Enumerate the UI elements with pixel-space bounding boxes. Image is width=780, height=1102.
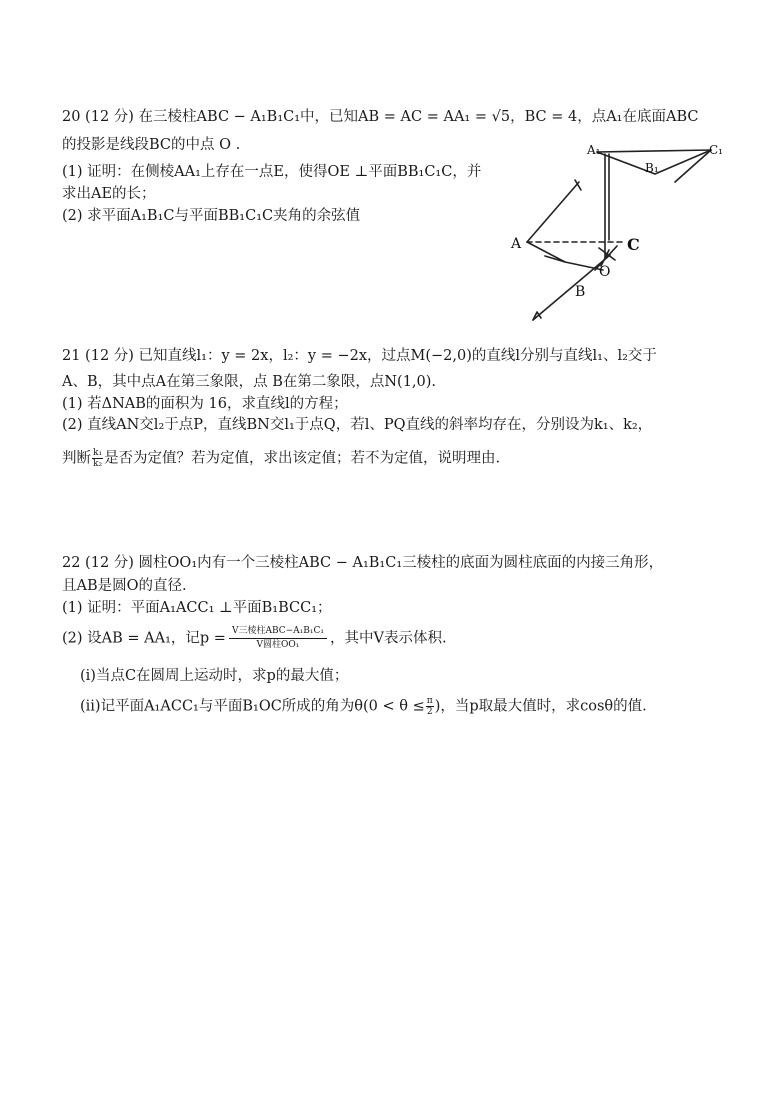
prism-figure [505,130,745,330]
fraction-denominator: 2 [426,707,433,717]
q22-sub2 [80,696,647,717]
pi-over-2-fraction [426,696,434,717]
q22-sub2-prefix: (ii)记平面A₁ACC₁与平面B₁OC所成的角为θ(0 < θ ≤ [80,698,425,715]
q22-part2 [62,626,447,651]
edge-a1-c1 [597,150,711,152]
q21-part2: (2) 直线AN交l₂于点P，直线BN交l₁于点Q，若l、PQ直线的斜率均存在，分别设为k₁、k₂， [62,417,653,433]
q22-stem-line1: 22 (12 分) 圆柱OO₁内有一个三棱柱ABC − A₁B₁C₁三棱柱的底面为圆柱底面的内接三角形， [62,555,664,571]
q20-part1-line1: (1) 证明：在侧棱AA₁上存在一点E，使得OE ⊥平面BB₁C₁C，并 [62,164,482,180]
label-a: A [511,236,522,252]
q22-part1: (1) 证明：平面A₁ACC₁ ⊥平面B₁BCC₁； [62,600,332,616]
edge-a-b [527,242,603,270]
fraction-numerator: π [426,696,433,706]
q21-part1: (1) 若ΔNAB的面积为 16，求直线l的方程； [62,396,348,412]
q20-stem-line2: 的投影是线段BC的中点 O . [62,137,241,153]
q21-stem-line1: 21 (12 分) 已知直线l₁：y = 2x，l₂：y = −2x，过点M(−2,0)的直线l分别与直线l₁、l₂交于 [62,348,657,364]
q20-part2: (2) 求平面A₁B₁C与平面BB₁C₁C夹角的余弦值 [62,208,361,224]
label-b: B [575,284,586,300]
fraction-denominator: V圆柱OO₁ [256,640,300,650]
k1-over-k2-fraction [92,448,103,469]
q20-stem-line1: 20 (12 分) 在三棱柱ABC − A₁B₁C₁中，已知AB = AC = AA₁ = √5，BC = 4，点A₁在底面ABC [62,109,699,125]
label-c1: C₁ [709,143,723,157]
fraction-denominator: k₂ [93,459,103,469]
q21-part2-suffix: 是否为定值？若为定值，求出该定值；若不为定值，说明理由. [104,450,501,467]
q21-stem-line2: A、B，其中点A在第三象限，点 B在第二象限，点N(1,0). [62,374,437,390]
q22-sub2-suffix: )，当p取最大值时，求cosθ的值. [434,698,647,715]
label-a1: A₁ [587,143,601,157]
edge-a-a1 [527,182,579,242]
q21-part2-prefix: 判断 [62,450,91,467]
q22-sub1: (i)当点C在圆周上运动时，求p的最大值； [80,668,349,684]
q20-part1-line2: 求出AE的长； [62,186,156,202]
label-b1: B₁ [645,161,659,175]
label-c: C [627,235,640,254]
q22-part2-suffix: ，其中V表示体积. [329,630,447,647]
fraction-numerator: V三棱柱ABC−A₁B₁C₁ [229,626,327,639]
fraction-numerator: k₁ [93,448,103,458]
edge-c1-stroke [675,150,711,182]
q21-part2-question [62,448,500,469]
label-o: O [599,264,611,280]
q22-stem-line2: 且AB是圆O的直径. [62,578,187,594]
volume-ratio-fraction [229,626,327,651]
q22-part2-prefix: (2) 设AB = AA₁，记p = [62,630,226,647]
